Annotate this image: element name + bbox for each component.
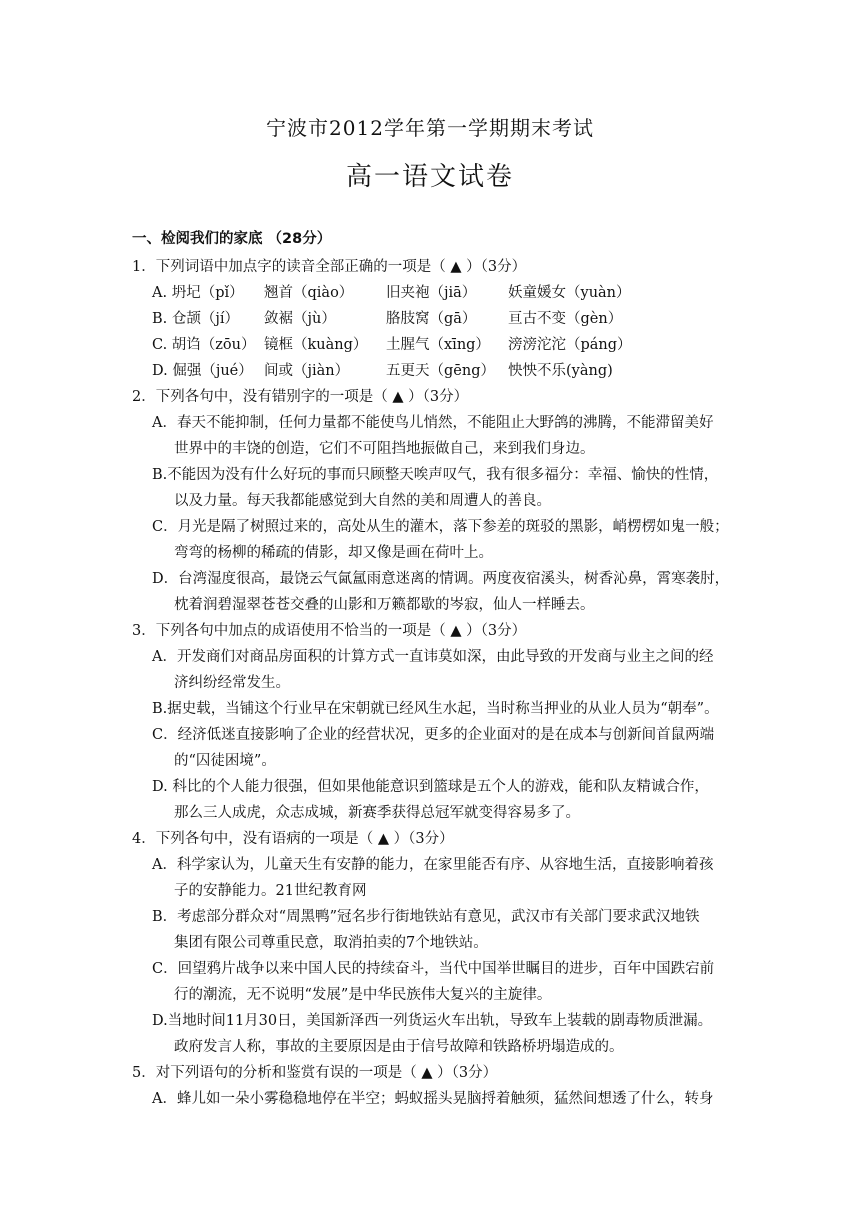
questions-body [132,254,734,1112]
question-4-stem: 4．下列各句中，没有语病的一项是（ ▲ ）（3分） [132,831,454,847]
q1-d-word3: 五更天（gēng） [386,363,495,379]
q1-d-word4: 怏怏不乐(yàng) [508,363,613,379]
question-2-stem: 2．下列各句中，没有错别字的一项是（ ▲ ）（3分） [132,389,469,405]
q2-option-d: D．台湾湿度很高，最饶云气氤氲雨意迷离的情调。两度夜宿溪头，树香沁鼻，霄寒袭肘， [152,571,730,587]
q4-option-b: B．考虑部分群众对“周黑鸭”冠名步行街地铁站有意见，武汉市有关部门要求武汉地铁 [152,909,700,925]
q2-option-d-cont: 枕着润碧湿翠苍苍交叠的山影和万籁都歇的岑寂，仙人一样睡去。 [174,597,595,613]
q1-option-row-b [132,306,734,332]
q4-option-a: A．科学家认为，儿童天生有安静的能力，在家里能否有序、从容地生活，直接影响着孩 [152,857,714,873]
q2-option-c: C．月光是隔了树照过来的，高处从生的灌木，落下参差的斑驳的黑影，峭楞楞如鬼一般； [152,519,729,535]
q1-option-row-a [132,280,734,306]
q1-c-word3: 土腥气（xīng） [386,337,490,353]
q3-option-d: D. 科比的个人能力很强，但如果他能意识到篮球是五个人的游戏，能和队友精诚合作， [152,779,709,795]
question-3-stem: 3．下列各句中加点的成语使用不恰当的一项是（ ▲ ）（3分） [132,623,527,639]
q1-c-word2: 镜框（kuàng） [264,337,368,353]
q3-option-a: A．开发商们对商品房面积的计算方式一直讳莫如深，由此导致的开发商与业主之间的经 [152,649,714,665]
section-heading: 一、检阅我们的家底 （28分） [132,231,332,247]
q4-option-b-cont: 集团有限公司尊重民意，取消拍卖的7个地铁站。 [174,935,488,951]
q4-option-a-cont: 子的安静能力。21世纪教育网 [174,883,367,899]
q1-a-word1: A. 坍圮（pǐ） [152,285,244,301]
question-1-stem: 1．下列词语中加点字的读音全部正确的一项是（ ▲ ）（3分） [132,259,527,275]
q1-c-word1: C. 胡诌（zōu） [152,337,256,353]
q1-d-word2: 间或（jiàn） [264,363,350,379]
q1-b-word2: 敛裾（jù） [264,311,336,327]
q2-option-a-cont: 世界中的丰饶的创造，它们不可阻挡地振做自己，来到我们身边。 [174,441,595,457]
q2-option-b: B.不能因为没有什么好玩的事而只顾整天唉声叹气，我有很多福分：幸福、愉快的性情， [152,467,719,483]
question-5-stem: 5．对下列语句的分析和鉴赏有误的一项是（ ▲ ）（3分） [132,1065,498,1081]
q3-option-c-cont: 的“囚徒困境”。 [174,753,276,769]
q1-option-row-c [132,332,734,358]
q1-a-word4: 妖童媛女（yuàn） [508,285,631,301]
q2-option-b-cont: 以及力量。每天我都能感觉到大自然的美和周遭人的善良。 [174,493,551,509]
q4-option-d: D.当地时间11月30日，美国新泽西一列货运火车出轨，导致车上装载的剧毒物质泄漏。 [152,1013,713,1029]
q5-option-a: A．蜂儿如一朵小雾稳稳地停在半空；蚂蚁摇头晃脑捋着触须，猛然间想透了什么，转身 [152,1091,714,1107]
q1-a-word3: 旧夹袍（jiā） [386,285,477,301]
q3-option-d-cont: 那么三人成虎，众志成城，新赛季获得总冠军就变得容易多了。 [174,805,580,821]
q3-option-c: C．经济低迷直接影响了企业的经营状况，更多的企业面对的是在成本与创新间首鼠两端 [152,727,715,743]
q1-b-word4: 亘古不变（gèn） [508,311,623,327]
q3-option-a-cont: 济纠纷经常发生。 [174,675,290,691]
q4-option-d-cont: 政府发言人称，事故的主要原因是由于信号故障和铁路桥坍塌造成的。 [174,1039,624,1055]
q4-option-c-cont: 行的潮流，无不说明“发展”是中华民族伟大复兴的主旋律。 [174,987,552,1003]
q1-option-row-d [132,358,734,384]
paper-title: 高一语文试卷 [345,162,514,192]
q2-option-c-cont: 弯弯的杨柳的稀疏的倩影，却又像是画在荷叶上。 [174,545,493,561]
q1-d-word1: D. 倔强（jué） [152,363,253,379]
q1-b-word3: 胳肢窝（gā） [386,311,477,327]
q2-option-a: A．春天不能抑制，任何力量都不能使鸟儿悄然，不能阻止大野鸽的沸腾，不能滞留美好 [152,415,714,431]
q4-option-c: C．回望鸦片战争以来中国人民的持续奋斗，当代中国举世瞩目的进步，百年中国跌宕前 [152,961,715,977]
exam-title: 宁波市2012学年第一学期期末考试 [266,116,594,140]
q1-b-word1: B. 仓颉（jí） [152,311,240,327]
q3-option-b: B.据史载，当铺这个行业早在宋朝就已经风生水起，当时称当押业的从业人员为“朝奉”。 [152,701,719,717]
q1-a-word2: 翘首（qiào） [264,285,354,301]
q1-c-word4: 滂滂沱沱（páng） [508,337,632,353]
